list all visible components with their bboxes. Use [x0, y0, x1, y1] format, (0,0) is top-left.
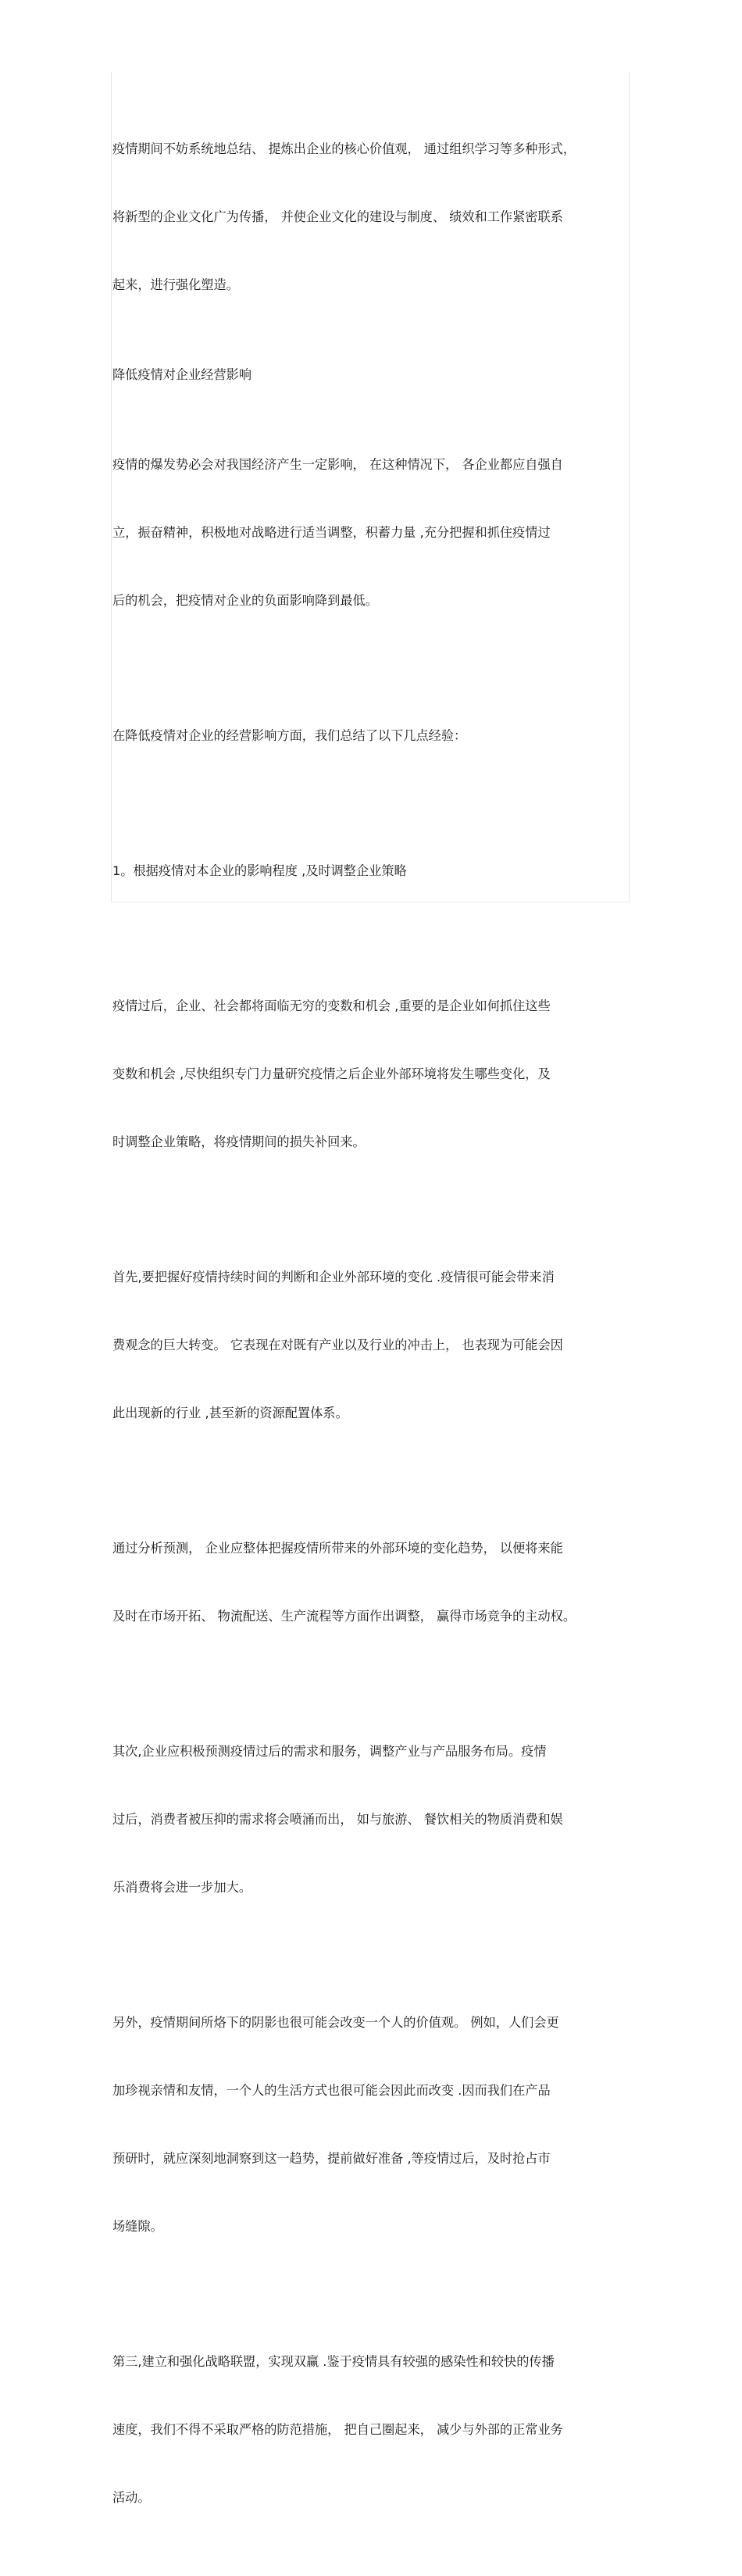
section-heading: [112, 363, 630, 386]
text-line: 场缝隙。: [112, 2219, 163, 2234]
paragraph-analysis: [112, 1492, 630, 1673]
paragraph-point-1: [112, 814, 630, 927]
paragraph-first: [112, 1220, 630, 1470]
text-line: 在降低疫情对企业的经营影响方面，我们总结了以下几点经验：: [112, 728, 467, 743]
paragraph-summary: [112, 679, 630, 792]
text-line: 第三,建立和强化战略联盟，实现双赢 .鉴于疫情具有较强的感染性和较快的传播: [112, 2354, 555, 2369]
paragraph-impact: [112, 408, 630, 657]
text-line: 过后，消费者被压抑的需求将会喷涌而出， 如与旅游、 餐饮相关的物质消费和娱: [112, 1812, 563, 1827]
text-line: 及时在市场开拓、 物流配送、生产流程等方面作出调整， 赢得市场竞争的主动权。: [112, 1609, 576, 1624]
text-line: 另外，疫情期间所烙下的阴影也很可能会改变一个人的价值观。 例如，人们会更: [112, 2015, 559, 2030]
text-line: 疫情过后，企业、社会都将面临无穷的变数和机会 ,重要的是企业如何抓住这些: [112, 999, 551, 1013]
document-body: [112, 92, 630, 2576]
text-line: 乐消费将会进一步加大。: [112, 1880, 252, 1895]
paragraph-after-epidemic: [112, 949, 630, 1199]
text-line: 加珍视亲情和友情，一个人的生活方式也很可能会因此而改变 .因而我们在产品: [112, 2083, 551, 2098]
text-line: 此出现新的行业 ,甚至新的资源配置体系。: [112, 1406, 348, 1420]
text-line: 通过分析预测， 企业应整体把握疫情所带来的外部环境的变化趋势， 以便将来能: [112, 1541, 563, 1556]
paragraph-third: [112, 2305, 630, 2554]
text-line: 预研时，就应深刻地洞察到这一趋势，提前做好准备 ,等疫情过后，及时抢占市: [112, 2151, 551, 2166]
text-line: 首先,要把握好疫情持续时间的判断和企业外部环境的变化 .疫情很可能会带来消: [112, 1270, 555, 1284]
text-line: 后的机会，把疫情对企业的负面影响降到最低。: [112, 593, 378, 608]
text-line: 活动。: [112, 2490, 151, 2505]
text-line: 疫情的爆发势必会对我国经济产生一定影响， 在这种情况下， 各企业都应自强自: [112, 457, 563, 472]
text-line: 立，振奋精神，积极地对战略进行适当调整，积蓄力量 ,充分把握和抓住疫情过: [112, 525, 551, 540]
text-line: 变数和机会 ,尽快组织专门力量研究疫情之后企业外部环境将发生哪些变化，及: [112, 1066, 551, 1081]
paragraph-values: [112, 1966, 630, 2283]
text-line: 速度，我们不得不采取严格的防范措施， 把自己圈起来， 减少与外部的正常业务: [112, 2422, 563, 2437]
text-line: 将新型的企业文化广为传播， 并使企业文化的建设与制度、 绩效和工作紧密联系: [112, 209, 563, 224]
text-line: 起来，进行强化塑造。: [112, 277, 239, 292]
text-line: 1。根据疫情对本企业的影响程度 ,及时调整企业策略: [112, 863, 407, 878]
text-line: 其次,企业应积极预测疫情过后的需求和服务，调整产业与产品服务布局。疫情: [112, 1744, 547, 1759]
text-line: 时调整企业策略，将疫情期间的损失补回来。: [112, 1134, 366, 1149]
paragraph-second: [112, 1695, 630, 1944]
heading-text: 降低疫情对企业经营影响: [112, 367, 252, 382]
paragraph-culture: [112, 92, 630, 341]
text-line: 费观念的巨大转变。 它表现在对既有产业以及行业的冲击上， 也表现为可能会因: [112, 1338, 563, 1352]
text-line: 疫情期间不妨系统地总结、 提炼出企业的核心价值观， 通过组织学习等多种形式，: [112, 141, 576, 156]
